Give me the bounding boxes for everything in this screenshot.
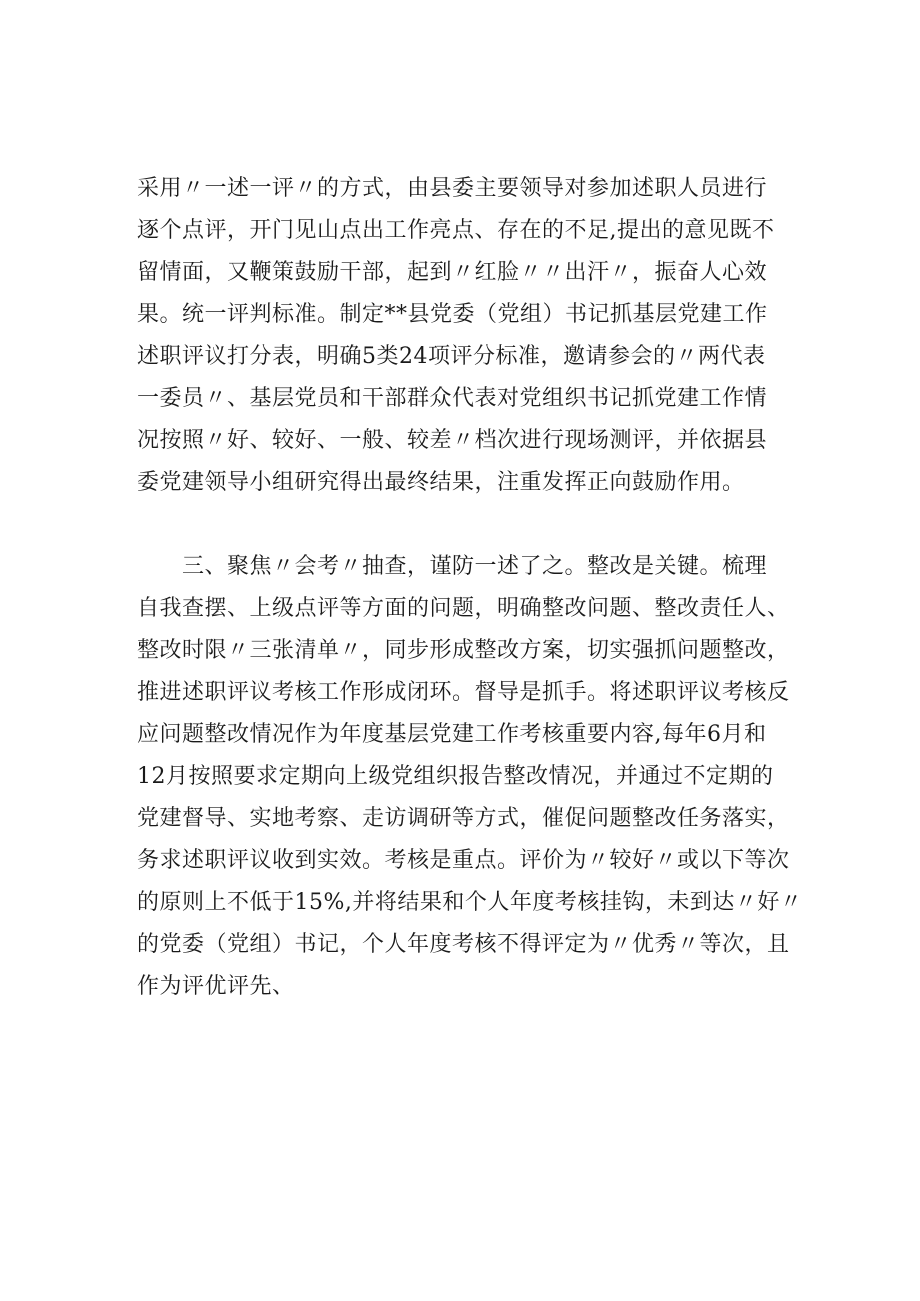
- paragraph-line: 三、聚焦〃会考〃抽查，谨防一述了之。整改是关键。梳理: [137, 554, 768, 579]
- paragraph-2: [137, 546, 803, 1008]
- paragraph-line: 的党委（党组）书记，个人年度考核不得评定为〃优秀〃等次，且: [137, 932, 790, 957]
- paragraph-line: 自我查摆、上级点评等方面的问题，明确整改问题、整改责任人、: [137, 596, 790, 621]
- paragraph-line: 推进述职评议考核工作形成闭环。督导是抓手。将述职评议考核反: [137, 680, 790, 705]
- paragraph-line: 应问题整改情况作为年度基层党建工作考核重要内容,每年6月和: [137, 722, 767, 747]
- paragraph-line: 述职评议打分表，明确5类24项评分标准，邀请参会的〃两代表: [137, 344, 766, 369]
- paragraph-line: 整改时限〃三张清单〃，同步形成整改方案，切实强抓问题整改，: [137, 638, 790, 663]
- paragraph-line: 况按照〃好、较好、一般、较差〃档次进行现场测评，并依据县: [137, 428, 768, 453]
- paragraph-line: 务求述职评议收到实效。考核是重点。评价为〃较好〃或以下等次: [137, 848, 790, 873]
- paragraph-line: 果。统一评判标准。制定**县党委（党组）书记抓基层党建工作: [137, 302, 768, 327]
- paragraph-line: 委党建领导小组研究得出最终结果，注重发挥正向鼓励作用。: [137, 470, 745, 495]
- paragraph-line: 采用〃一述一评〃的方式，由县委主要领导对参加述职人员进行: [137, 176, 768, 201]
- paragraph-line: 党建督导、实地考察、走访调研等方式，催促问题整改任务落实，: [137, 806, 790, 831]
- paragraph-line: 作为评优评先、: [137, 974, 295, 999]
- paragraph-line: 一委员〃、基层党员和干部群众代表对党组织书记抓党建工作情: [137, 386, 768, 411]
- paragraph-line: 的原则上不低于15%,并将结果和个人年度考核挂钩，未到达〃好〃: [137, 890, 803, 915]
- paragraph-1: [137, 168, 797, 504]
- paragraph-line: 逐个点评，开门见山点出工作亮点、存在的不足,提出的意见既不: [137, 218, 775, 243]
- paragraph-line: 留情面，又鞭策鼓励干部，起到〃红脸〃〃出汗〃，振奋人心效: [137, 260, 768, 285]
- paragraph-line: 12月按照要求定期向上级党组织报告整改情况，并通过不定期的: [137, 764, 774, 789]
